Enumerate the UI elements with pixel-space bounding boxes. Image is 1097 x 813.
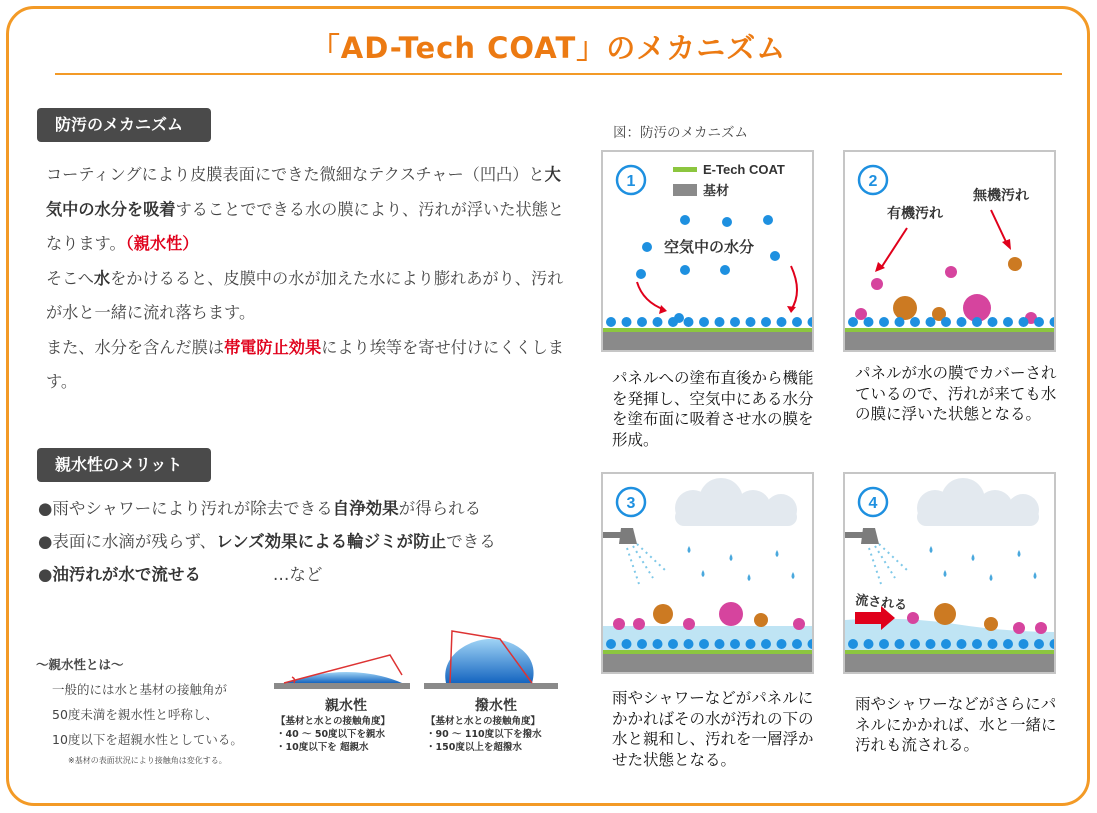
section-heading-merits: 親水性のメリット <box>37 448 211 482</box>
water-molecule <box>957 639 967 649</box>
shower-spray <box>627 544 665 584</box>
hydrophobic-droplet-figure <box>424 631 558 689</box>
water-molecule <box>668 639 678 649</box>
moisture-label: 空気中の水分 <box>663 238 755 256</box>
step-number: 4 <box>868 495 878 512</box>
definition-note: ※基材の表面状況により接触角は変化する。 <box>68 756 227 765</box>
angle-row: ・10度以下を 超親水 <box>276 742 369 753</box>
water-molecule <box>895 639 905 649</box>
legend-coat: E-Tech COAT <box>703 162 785 177</box>
water-molecule <box>761 639 771 649</box>
water-molecule <box>792 317 802 327</box>
hydrophilic-definition <box>36 652 243 770</box>
text-run: できる <box>446 532 496 551</box>
water-molecule <box>653 317 663 327</box>
water-molecule <box>668 317 678 327</box>
water-molecule <box>715 639 725 649</box>
step-number: 1 <box>626 173 636 190</box>
text-run: により埃等を寄せ付けにくくします。 <box>46 337 564 391</box>
water-molecule <box>699 639 709 649</box>
bullet-icon: ● <box>38 565 53 584</box>
angle-heading: 撥水性 <box>475 698 517 714</box>
water-molecule <box>808 317 815 327</box>
water-molecule <box>684 639 694 649</box>
water-layer <box>606 317 814 327</box>
water-molecule <box>988 639 998 649</box>
coat-legend-swatch <box>673 167 697 172</box>
water-molecule <box>879 317 889 327</box>
list-item <box>38 558 578 591</box>
water-molecule <box>879 639 889 649</box>
text-run: 表面に水滴が残らず、 <box>52 532 217 551</box>
water-molecule <box>1034 639 1044 649</box>
figure-caption: 図：防汚のメカニズム <box>613 125 748 141</box>
text-run: 雨やシャワーにより汚れが除去できる <box>52 499 333 518</box>
water-molecule <box>653 639 663 649</box>
angle-sub: 【基材と水との接触角度】 <box>426 716 541 727</box>
angle-row: ・90 〜 110度以下を撥水 <box>426 729 542 740</box>
angle-row: ・150度以上を超撥水 <box>426 742 522 753</box>
definition-line: 50度未満を親水性と呼称し、 <box>52 707 218 722</box>
water-molecule <box>848 317 858 327</box>
water-molecule <box>606 317 616 327</box>
angle-heading: 親水性 <box>325 698 367 714</box>
title-divider <box>55 73 1062 75</box>
water-molecule <box>777 639 787 649</box>
text-run: をかけるると、皮膜中の水が加えた水により膨れあがり、汚れが水と一緒に流れ落ちます。 <box>46 268 564 322</box>
shower-spray <box>869 544 907 584</box>
text-bold: 水 <box>93 268 111 288</box>
rain-drops <box>930 546 1037 581</box>
water-molecule <box>864 639 874 649</box>
water-molecule <box>972 639 982 649</box>
text-run: することでできる水の膜により、汚れが浮いた状態となります。 <box>46 199 564 253</box>
step-number: 2 <box>868 173 878 190</box>
text-run: コーティングにより皮膜表面にできた微細なテクスチャー（凹凸）と <box>46 165 545 184</box>
water-molecule <box>910 317 920 327</box>
list-item <box>38 492 578 525</box>
text-bold: 大気中の水分を吸着 <box>46 165 561 219</box>
text-run: また、水分を含んだ膜は <box>46 337 225 357</box>
shower-icon <box>603 528 637 544</box>
water-molecule <box>761 317 771 327</box>
hydrophilic-angle-label <box>276 700 416 754</box>
water-molecule <box>895 317 905 327</box>
text-run: そこへ <box>46 268 94 288</box>
text-run: …など <box>272 565 323 584</box>
water-molecule <box>941 639 951 649</box>
water-molecule <box>941 317 951 327</box>
water-molecule <box>864 317 874 327</box>
water-molecule <box>699 317 709 327</box>
section-heading-antifouling: 防汚のメカニズム <box>37 108 211 142</box>
definition-line: 一般的には水と基材の接触角が <box>52 682 228 697</box>
bullet-icon: ● <box>38 532 53 551</box>
water-molecule <box>684 317 694 327</box>
arrow-right <box>791 266 797 310</box>
washed-away-label: 流される <box>854 593 908 614</box>
contact-angle-illustrations <box>270 625 560 695</box>
page-title: 「AD-Tech COAT」のメカニズム <box>310 31 787 65</box>
water-molecule <box>972 317 982 327</box>
cloud-icon <box>675 478 797 526</box>
water-molecule <box>926 317 936 327</box>
angle-row: ・40 〜 50度以下を親水 <box>276 729 386 740</box>
arrow-left <box>637 282 665 310</box>
text-bold: 自浄効果 <box>332 499 399 518</box>
text-bold: 油汚れが水で流せる <box>52 565 201 584</box>
text-red: 帯電防止効果 <box>224 337 322 357</box>
text-red: （親水性） <box>125 234 199 253</box>
panel-3-caption: 雨やシャワーなどがパネルにかかればその水が汚れの下の水と親和し、汚れを一層浮かせた状態となる。 <box>612 689 814 769</box>
panel-1-caption: パネルへの塗布直後から機能を発揮し、空気中にある水分を塗布面に吸着させ水の膜を形成。 <box>612 369 814 449</box>
water-molecule <box>637 639 647 649</box>
text-bold: レンズ効果による輪ジミが防止 <box>216 532 447 551</box>
water-molecule <box>988 317 998 327</box>
water-molecule <box>1003 317 1013 327</box>
water-molecule <box>1019 639 1029 649</box>
water-molecule <box>637 317 647 327</box>
inorganic-dirt-label: 無機汚れ <box>973 188 1029 204</box>
water-molecule <box>622 317 632 327</box>
water-molecule <box>606 639 616 649</box>
rain-drops <box>688 546 795 581</box>
antifouling-description <box>46 158 566 400</box>
water-molecule <box>957 317 967 327</box>
water-molecule <box>1019 317 1029 327</box>
water-molecule <box>848 639 858 649</box>
text-run: が得られる <box>398 499 482 518</box>
hydrophobic-angle-label <box>426 700 566 754</box>
water-molecule <box>746 639 756 649</box>
list-item <box>38 525 578 558</box>
cloud-icon <box>917 478 1039 526</box>
water-molecule <box>910 639 920 649</box>
water-molecule <box>1003 639 1013 649</box>
panel-4-caption: 雨やシャワーなどがさらにパネルにかかれば、水と一緒に汚れも流される。 <box>855 695 1057 754</box>
mechanism-panel-4 <box>843 472 1056 674</box>
mechanism-panel-1 <box>601 150 814 352</box>
water-molecule <box>792 639 802 649</box>
definition-title: 〜親水性とは〜 <box>36 657 124 672</box>
mechanism-panel-2 <box>843 150 1056 352</box>
definition-line: 10度以下を超親水性としている。 <box>52 732 243 747</box>
water-molecule <box>777 317 787 327</box>
base-legend-swatch <box>673 184 697 196</box>
mechanism-panel-3 <box>601 472 814 674</box>
hydrophilic-droplet-figure <box>274 655 410 689</box>
water-molecule <box>926 639 936 649</box>
bullet-icon: ● <box>38 499 53 518</box>
water-molecule <box>1034 317 1044 327</box>
water-molecule <box>730 639 740 649</box>
water-molecule <box>715 317 725 327</box>
water-molecule <box>746 317 756 327</box>
panel-2-caption: パネルが水の膜でカバーされているので、汚れが来ても水の膜に浮いた状態となる。 <box>855 364 1057 423</box>
shower-icon <box>845 528 879 544</box>
water-molecule <box>622 639 632 649</box>
organic-dirt-label: 有機汚れ <box>887 206 943 222</box>
water-molecule <box>1050 317 1057 327</box>
water-molecule <box>730 317 740 327</box>
angle-sub: 【基材と水との接触角度】 <box>276 716 391 727</box>
merits-list <box>38 492 578 591</box>
step-number: 3 <box>626 495 636 512</box>
legend-base: 基材 <box>703 184 730 199</box>
